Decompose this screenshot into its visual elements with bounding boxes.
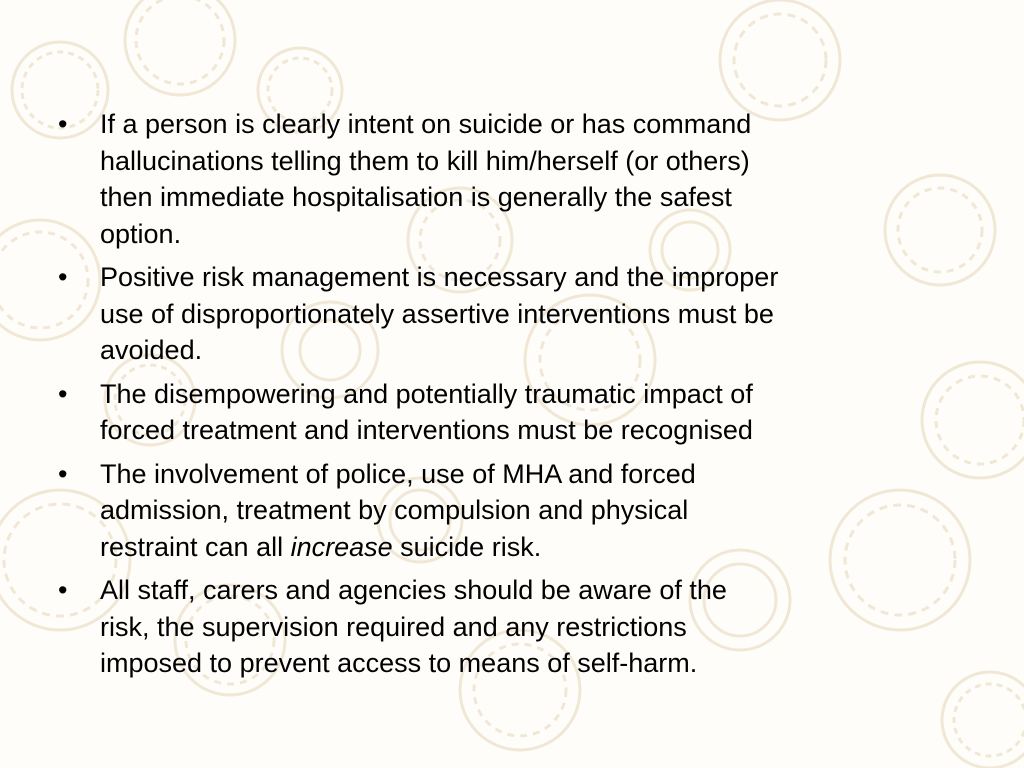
bullet-line: Positive risk management is necessary and the improper [100,262,779,292]
emphasis-text: increase [290,531,393,562]
bullet-line: use of disproportionately assertive interventions must be [100,298,774,329]
gear-icon [720,0,840,120]
bullet-line: The involvement of police, use of MHA and forced [100,458,696,489]
bullet-line: The disempowering and potentially traumatic impact of [100,378,753,409]
bullet-line: then immediate hospitalisation is generally the safest [100,182,732,212]
bullet-list [58,106,978,682]
bullet-icon: • [58,575,68,605]
bullet-item [58,456,978,566]
bullet-line: forced treatment and interventions must be recognised [100,415,753,445]
bullet-icon: • [58,262,68,292]
bullet-line: avoided. [100,335,203,365]
bullet-line: admission, treatment by compulsion and physical [100,495,689,525]
bullet-icon: • [58,109,68,139]
bullet-line: hallucinations telling them to kill him/herself (or others) [100,145,750,176]
bullet-line-start: restraint can all [100,531,291,562]
bullet-line: risk, the supervision required and any restrictions [100,611,687,642]
bullet-line: All staff, carers and agencies should be aware of the [100,575,727,605]
bullet-item [58,259,978,369]
bullet-item [58,106,978,252]
bullet-line: imposed to prevent access to means of self-harm. [100,648,698,678]
bullet-icon: • [58,458,68,489]
bullet-line: option. [100,218,182,249]
bullet-icon: • [58,378,68,409]
bullet-line: If a person is clearly intent on suicide or has command [100,109,752,139]
bullet-item [58,572,978,682]
bullet-line-end: suicide risk. [392,531,542,562]
bullet-item [58,376,978,449]
slide-body [58,106,978,689]
gear-icon [125,0,235,95]
